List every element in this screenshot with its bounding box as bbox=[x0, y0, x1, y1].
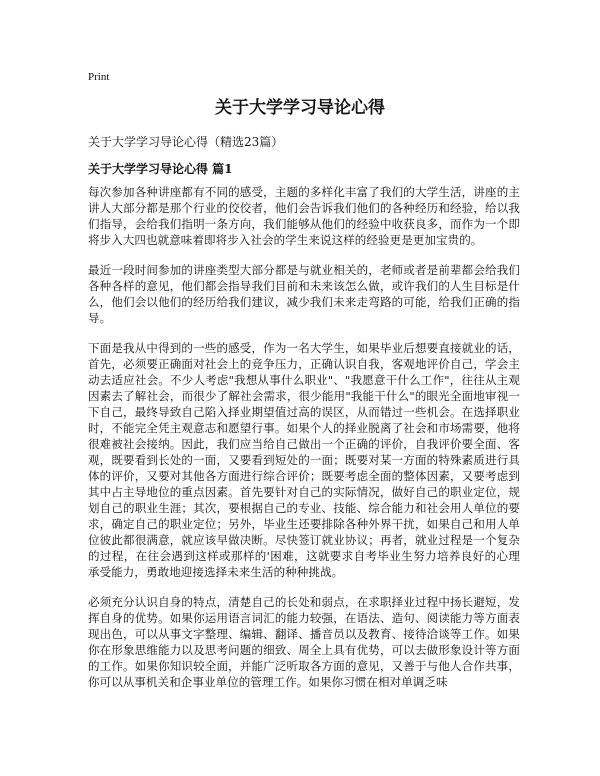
body-text bbox=[88, 184, 520, 704]
paragraph: 必须充分认识自身的特点，清楚自己的长处和弱点，在求职择业过程中扬长避短，发挥自身的优势。如果你运用语言词汇的能力较强，在语法、造句、阅读能力等方面表现出色，可以从事文字整理、编辑、翻译、播音员以及教育、接待洽谈等工作。如果你在形象思维能力以及思考问题的细致、周全上具有优势，可以去做形象设计等方面的工作。如果你知识较全面，并能广泛听取各方面的意见，又善于与他人合作共事，你可以从事机关和企事业单位的管理工作。如果你习惯在相对单调乏味 bbox=[88, 595, 520, 689]
section-heading: 关于大学学习导论心得 篇1 bbox=[88, 162, 233, 176]
paragraph: 每次参加各种讲座都有不同的感受，主题的多样化丰富了我们的大学生活，讲座的主讲人大部分都是那个行业的佼佼者，他们会告诉我们他们的各种经历和经验，给以我们指导，会给我们指明一条方向，我们能够从他们的经验中收获良多，而作为一个即将步入大四也就意味着即将步入社会的学生来说这样的经验更是更加宝贵的。 bbox=[88, 185, 520, 247]
paragraph: 最近一段时间参加的讲座类型大部分都是与就业相关的，老师或者是前辈都会给我们各种各样的意见，他们都会指导我们目前和未来该怎么做，或许我们的人生目标是什么，他们会以他们的经历给我们建议，减少我们未来走弯路的可能，给我们正确的指导。 bbox=[88, 263, 520, 325]
document-subtitle: 关于大学学习导论心得（精选23篇） bbox=[88, 135, 284, 149]
paragraph: 下面是我从中得到的一些的感受，作为一名大学生，如果毕业后想要直接就业的话，首先，必须要正确面对社会上的竞争压力，正确认识自我，客观地评价自己，学会主动去适应社会。不少人考虑"我想从事什么职业"、"我愿意干什么工作"，往往从主观因素去了解社会，而很少了解社会需求，很少能用"我能干什么"的眼光全面地审视一下自己，最终导致自己陷入择业期望值过高的误区，从而错过一些机会。在选择职业时，不能完全凭主观意志和愿望行事。如果个人的择业脱离了社会和市场需要，他将很难被社会接纳。因此，我们应当给自己做出一个正确的评价，自我评价要全面、客观，既要看到长处的一面，又要看到短处的一面；既要对某一方面的特殊素质进行具体的评价，又要对其他各方面进行综合评价；既要考虑全面的整体因素，又要考虑到其中占主导地位的重点因素。首先要针对自己的实际情况，做好自己的职业定位，规划自己的职业生涯；其次，要根据自己的专业、技能、综合能力和社会用人单位的要求，确定自己的职业定位；另外，毕业生还要排除各种外界干扰，如果自己和用人单位彼此都很满意，就应该早做决断。尽快签订就业协议；再者，就业过程是一个复杂的过程，在往会遇到这样或那样的'困难，这就要求自考毕业生努力培养良好的心理承受能力，勇敢地迎接选择未来生活的种种挑战。 bbox=[88, 341, 520, 579]
document-title: 关于大学学习导论心得 bbox=[215, 98, 385, 118]
print-label[interactable]: Print bbox=[88, 71, 110, 83]
